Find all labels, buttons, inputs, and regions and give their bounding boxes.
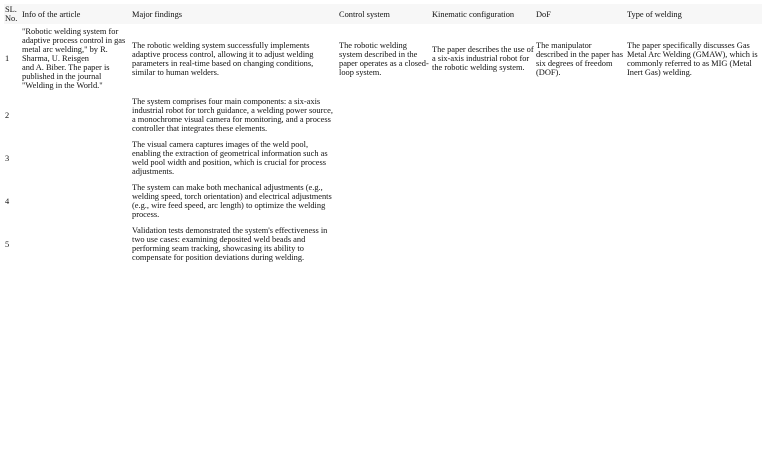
empty-cell xyxy=(535,223,626,266)
header-row xyxy=(4,4,762,24)
dof-cell: The manipulator described in the paper has six degrees of freedom (DOF). xyxy=(536,40,623,77)
header-sl-no: SL. No. xyxy=(5,5,18,23)
finding-cell: The system can make both mechanical adjustments (e.g., welding speed, torch orientation) and electrical adjustments (e.g., wire feed speed, arc length) to optimize the welding process. xyxy=(132,183,332,219)
table-header xyxy=(4,4,762,24)
table-body xyxy=(4,24,762,266)
empty-cell xyxy=(431,180,535,223)
empty-cell xyxy=(431,94,535,137)
empty-cell xyxy=(431,137,535,180)
empty-cell xyxy=(338,180,431,223)
header-control-system: Control system xyxy=(339,9,390,19)
empty-cell xyxy=(338,94,431,137)
article-info-cell: "Robotic welding system for adaptive process control in gas metal arc welding," by R. Sharma, U. Reisgen and A. Biber. The paper is published in the journal "Welding in the World." xyxy=(22,27,126,90)
row-number: 2 xyxy=(5,110,10,120)
empty-cell xyxy=(626,223,762,266)
empty-cell xyxy=(535,94,626,137)
empty-cell xyxy=(21,94,131,137)
row-number: 3 xyxy=(5,153,10,163)
table-row xyxy=(4,223,762,266)
empty-cell xyxy=(338,223,431,266)
empty-cell xyxy=(21,137,131,180)
kinematic-cell: The paper describes the use of a six-axis industrial robot for the robotic welding system. xyxy=(432,45,534,72)
finding-cell: Validation tests demonstrated the system's effectiveness in two use cases: examining deposited weld beads and performing seam tracking, showcasing its ability to compensate for position deviations during welding. xyxy=(132,226,328,262)
empty-cell xyxy=(535,137,626,180)
row-number: 4 xyxy=(5,196,10,206)
empty-cell xyxy=(626,137,762,180)
table-row xyxy=(4,24,762,94)
table-row xyxy=(4,137,762,180)
row-number: 5 xyxy=(5,239,10,249)
finding-cell: The system comprises four main components: a six-axis industrial robot for torch guidance, a welding power source, a monochrome visual camera for monitoring, and a process controller that integrates these elements. xyxy=(132,97,333,133)
empty-cell xyxy=(338,137,431,180)
welding-type-cell: The paper specifically discusses Gas Metal Arc Welding (GMAW), which is commonly referred to as MIG (Metal Inert Gas) welding. xyxy=(627,40,758,77)
empty-cell xyxy=(626,180,762,223)
header-dof: DoF xyxy=(536,9,551,19)
table-row xyxy=(4,94,762,137)
header-welding-type: Type of welding xyxy=(627,9,682,19)
empty-cell xyxy=(21,180,131,223)
header-kinematic-configuration: Kinematic configuration xyxy=(432,9,515,19)
empty-cell xyxy=(21,223,131,266)
finding-cell: The visual camera captures images of the weld pool, enabling the extraction of geometrical information such as weld pool width and position, which is crucial for process adjustments. xyxy=(132,140,328,176)
empty-cell xyxy=(626,94,762,137)
header-major-findings: Major findings xyxy=(132,9,183,19)
findings-table xyxy=(4,4,762,266)
empty-cell xyxy=(431,223,535,266)
header-article-info: Info of the article xyxy=(22,9,81,19)
empty-cell xyxy=(535,180,626,223)
table-row xyxy=(4,180,762,223)
control-system-cell: The robotic welding system described in the paper operates as a closed-loop system. xyxy=(339,40,429,77)
row-number: 1 xyxy=(5,54,10,63)
finding-cell: The robotic welding system successfully implements adaptive process control, allowing it to adjust welding parameters in real-time based on changing conditions, similar to human welders. xyxy=(132,40,314,77)
